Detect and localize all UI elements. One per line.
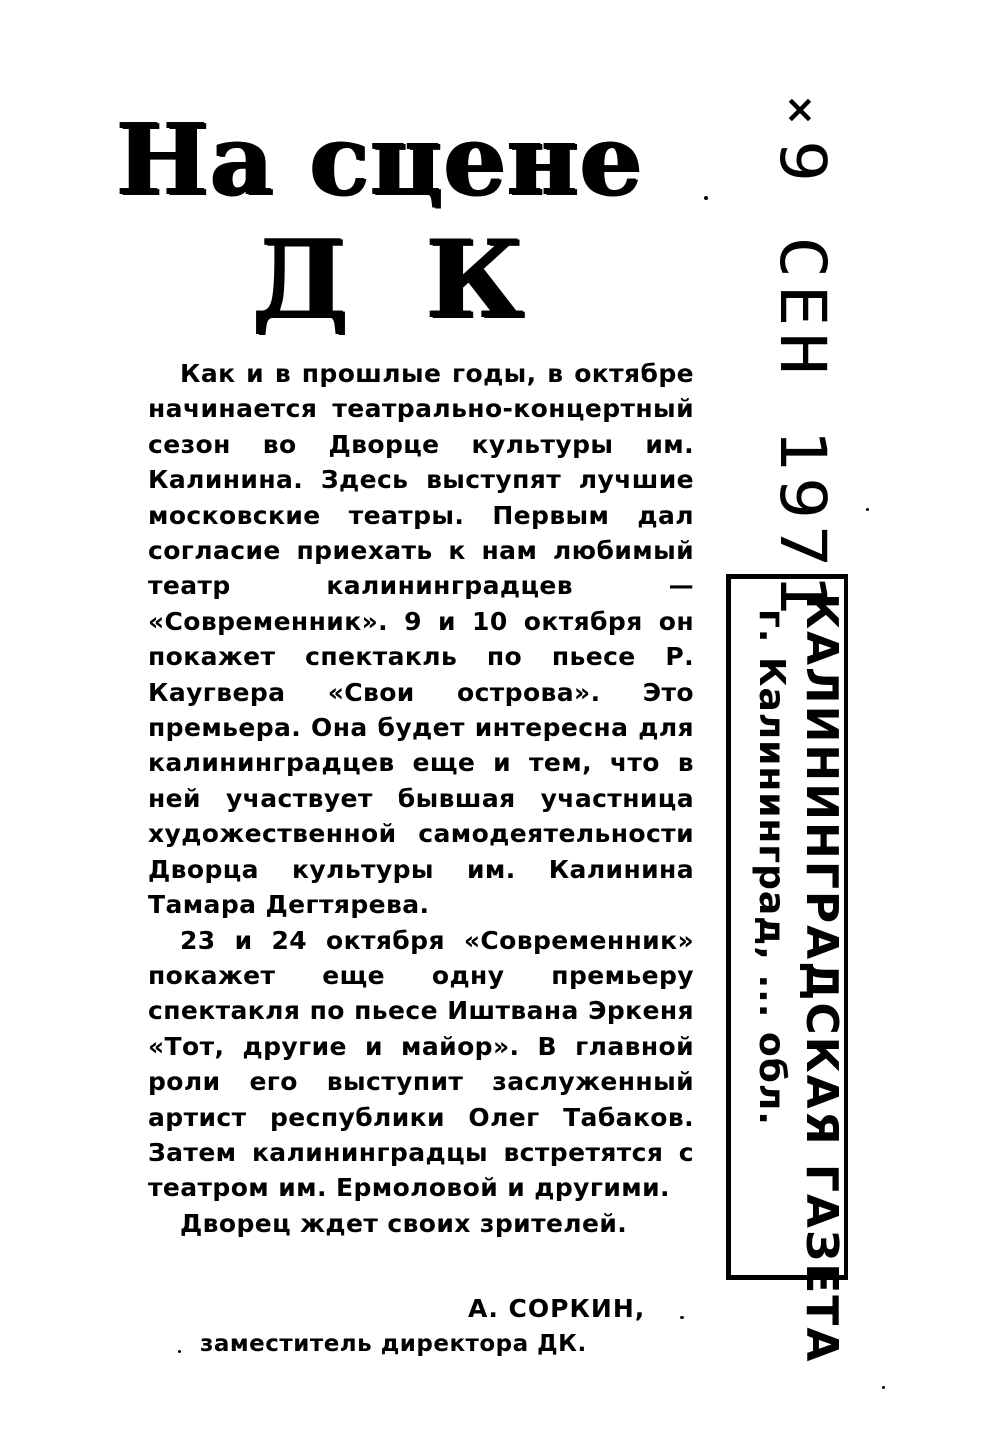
headline-line-2: Д К xyxy=(252,217,544,343)
author-signature: А. СОРКИН, xyxy=(468,1294,646,1323)
author-position: заместитель директора ДК. xyxy=(200,1331,587,1357)
article-closing: Дворец ждет своих зрителей. xyxy=(180,1208,628,1238)
article-body xyxy=(148,356,694,1241)
library-stamp-subtitle: г. Калининград, ... обл. xyxy=(751,609,792,1126)
headline-line-1: На сцене xyxy=(116,103,643,218)
library-stamp-title: КАЛИНИНГРАДСКАЯ ГАЗЕТА xyxy=(796,593,847,1364)
article-paragraph-1: Как и в прошлые годы, в октябре начинается театрально-концертный сезон во Дворце культуры им. Калинина. Здесь выступят лучшие московские театры. Первым дал согласие приехать к нам любимый театр калининградцев — «Современник». 9 и 10 октября он покажет спектакль по пьесе Р. Каугвера «Свои острова». Это премьера. Она будет интересна для калининградцев еще и тем, что в ней участвует бывшая участница художественной самодеятельности Дворца культуры им. Калинина Тамара Дегтярева. xyxy=(148,359,694,920)
article-paragraph-2: 23 и 24 октября «Современник» покажет еще одну премьеру спектакля по пьесе Иштвана Эркеня «Тот, другие и майор». В главной роли его выступит заслуженный артист республики Олег Табаков. Затем калининградцы встретятся с театром им. Ермоловой и другими. xyxy=(148,925,694,1203)
date-stamp-date: 9 СЕН 1971 xyxy=(765,140,840,622)
print-speck xyxy=(680,1316,684,1319)
print-speck xyxy=(866,508,869,511)
date-stamp-mark: × xyxy=(784,87,816,131)
library-stamp xyxy=(726,574,848,1364)
print-speck xyxy=(882,1386,885,1389)
print-speck xyxy=(704,196,708,200)
print-speck xyxy=(178,1350,181,1353)
